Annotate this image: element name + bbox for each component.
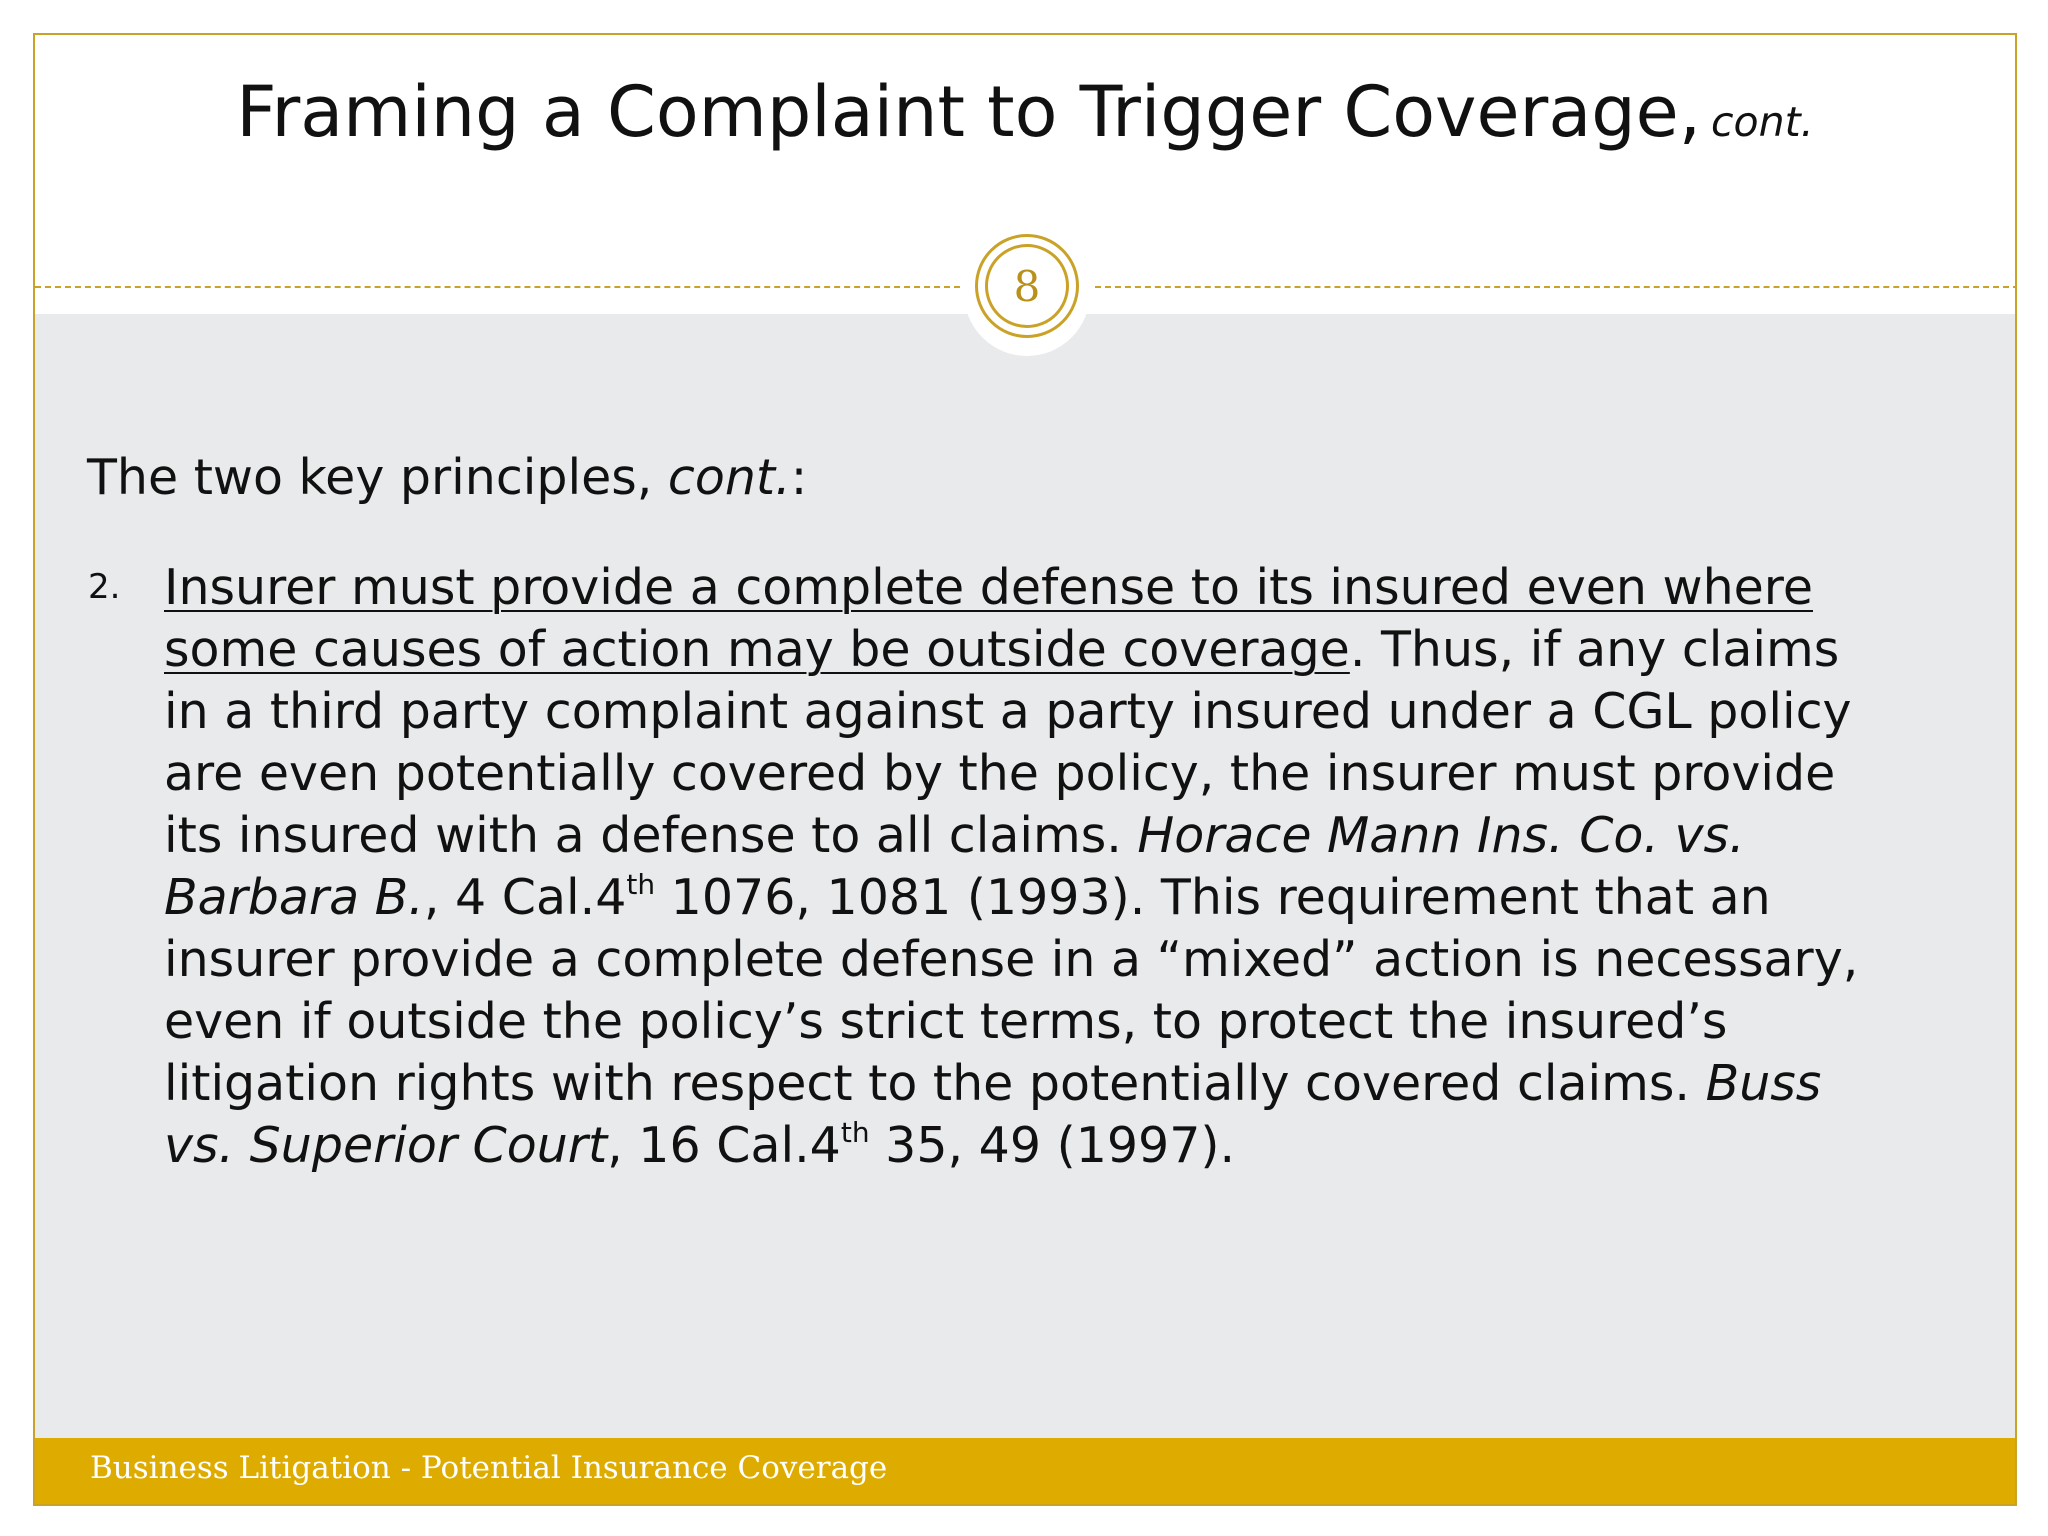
intro-line xyxy=(87,449,807,506)
divider-left xyxy=(35,286,960,288)
body-text: litigation rights with respect to the potentially covered claims. xyxy=(164,1055,1706,1112)
intro-text: The two key principles, xyxy=(87,449,668,506)
case-citation: Buss xyxy=(1705,1055,1822,1112)
body-line xyxy=(164,743,2004,805)
body-line xyxy=(164,681,2004,743)
body-line xyxy=(164,805,2004,867)
footer-text: Business Litigation - Potential Insurance Coverage xyxy=(90,1450,888,1486)
body-line xyxy=(164,619,2004,681)
slide-title-text: Framing a Complaint to Trigger Coverage, xyxy=(236,71,1701,153)
body-text: are even potentially covered by the policy, the insurer must provide xyxy=(164,745,1836,802)
footer-bar xyxy=(35,1438,2015,1506)
list-item-body xyxy=(164,557,2004,1177)
body-text: 1076, 1081 (1993). This requirement that an xyxy=(655,869,1771,926)
superscript: th xyxy=(626,868,656,901)
body-text: 35, 49 (1997). xyxy=(869,1117,1236,1174)
body-text: . Thus, if any claims xyxy=(1349,621,1840,678)
slide-title xyxy=(35,71,2015,153)
body-line xyxy=(164,929,2004,991)
underlined-text: some causes of action may be outside coverage xyxy=(164,621,1350,678)
list-item-number: 2. xyxy=(88,567,121,607)
page-number-badge xyxy=(975,234,1079,338)
page-number: 8 xyxy=(985,244,1069,328)
intro-italic: cont. xyxy=(667,449,791,506)
body-text: in a third party complaint against a party insured under a CGL policy xyxy=(164,683,1852,740)
body-line xyxy=(164,1053,2004,1115)
body-text: , 16 Cal.4 xyxy=(607,1117,841,1174)
slide xyxy=(33,33,2017,1506)
body-line xyxy=(164,867,2004,929)
body-line xyxy=(164,1115,2004,1177)
intro-colon: : xyxy=(790,449,808,506)
body-text: even if outside the policy’s strict terms, to protect the insured’s xyxy=(164,993,1728,1050)
body-line xyxy=(164,991,2004,1053)
underlined-text: Insurer must provide a complete defense to its insured even where xyxy=(164,559,1813,616)
superscript: th xyxy=(840,1116,870,1149)
case-citation: vs. Superior Court xyxy=(164,1117,608,1174)
case-citation: Horace Mann Ins. Co. vs. xyxy=(1137,807,1745,864)
slide-title-suffix: cont. xyxy=(1710,98,1814,146)
body-text: , 4 Cal.4 xyxy=(423,869,627,926)
body-text: insurer provide a complete defense in a “mixed” action is necessary, xyxy=(164,931,1859,988)
divider-right xyxy=(1095,286,2017,288)
case-citation: Barbara B. xyxy=(164,869,424,926)
body-text: its insured with a defense to all claims. xyxy=(164,807,1138,864)
body-line xyxy=(164,557,2004,619)
